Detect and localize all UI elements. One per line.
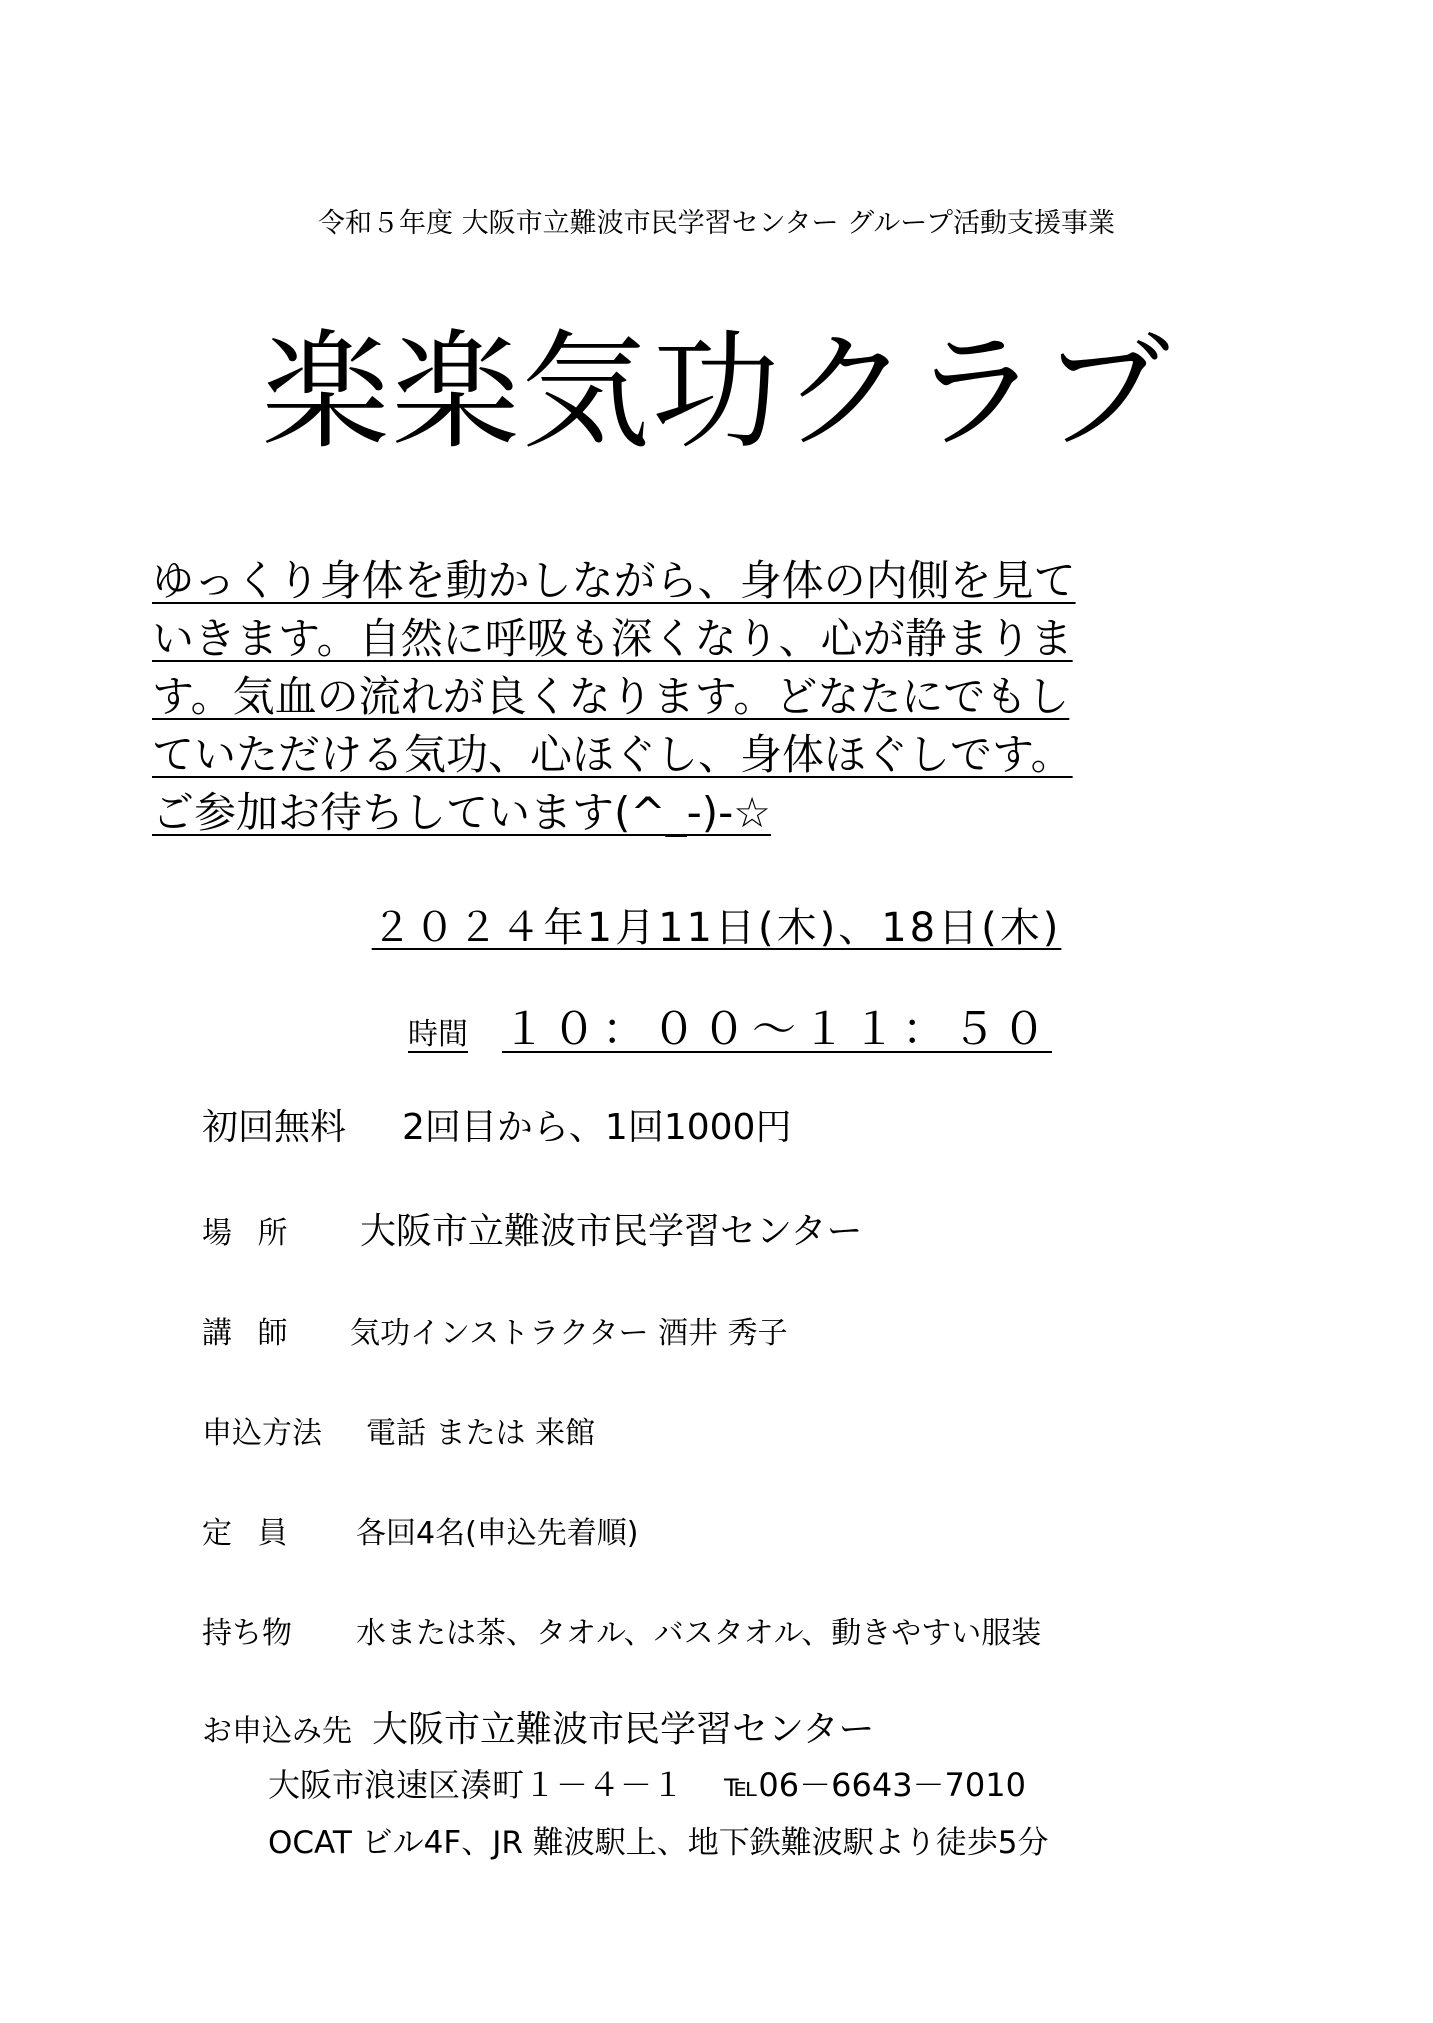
apply-method-value: 電話 または 来館 [366, 1416, 596, 1451]
time-label: 時間 [408, 1017, 468, 1052]
fee-label: 初回無料 [202, 1107, 347, 1148]
time-value: １０：００～１１：５０ [502, 1004, 1052, 1055]
description-line: ご参加お待ちしています(^_-)-☆ [152, 788, 771, 837]
description-line: いきます。自然に呼吸も深くなり、心が静まりま [152, 614, 1073, 663]
belongings-value: 水または茶、タオル、バスタオル、動きやすい服装 [356, 1616, 1042, 1651]
belongings-row [202, 1612, 1041, 1656]
place-value: 大阪市立難波市民学習センター [360, 1211, 863, 1252]
apply-method-row [202, 1412, 595, 1456]
fee-value: 2回目から、1回1000円 [402, 1107, 792, 1148]
apply-method-label: 申込方法 [202, 1416, 322, 1451]
contact-address-line [268, 1762, 1026, 1808]
description-line: す。気血の流れが良くなります。どなたにでもし [152, 672, 1070, 721]
teacher-label: 講 師 [202, 1316, 296, 1351]
page-title: 楽楽気功クラブ [261, 318, 1172, 467]
teacher-row [202, 1312, 788, 1356]
description-line: ていただける気功、心ほぐし、身体ほぐしです。 [152, 730, 1073, 779]
contact-name: 大阪市立難波市民学習センター [372, 1709, 875, 1750]
event-time [408, 1006, 1052, 1059]
event-subtitle: 令和５年度 大阪市立難波市民学習センター グループ活動支援事業 [318, 208, 1115, 239]
contact-label: お申込み先 [202, 1714, 352, 1749]
description-block [152, 552, 1302, 842]
place-row [202, 1210, 863, 1256]
capacity-label: 定 員 [202, 1516, 296, 1551]
place-label: 場 所 [202, 1216, 296, 1251]
fee-row [202, 1106, 791, 1150]
belongings-label: 持ち物 [202, 1616, 292, 1651]
contact-phone: ℡06－6643－7010 [724, 1766, 1026, 1804]
contact-row [202, 1708, 875, 1754]
capacity-value: 各回4名(申込先着順) [356, 1516, 639, 1551]
teacher-value: 気功インストラクター 酒井 秀子 [350, 1316, 788, 1351]
contact-address: 大阪市浪速区湊町１－４－１ [268, 1766, 685, 1804]
capacity-row [202, 1512, 639, 1556]
description-line: ゆっくり身体を動かしながら、身体の内側を見て [152, 556, 1076, 605]
contact-access: OCAT ビル4F、JR 難波駅上、地下鉄難波駅より徒歩5分 [268, 1825, 1049, 1861]
event-dates: ２０２４年1月11日(木)、18日(木) [371, 905, 1062, 951]
